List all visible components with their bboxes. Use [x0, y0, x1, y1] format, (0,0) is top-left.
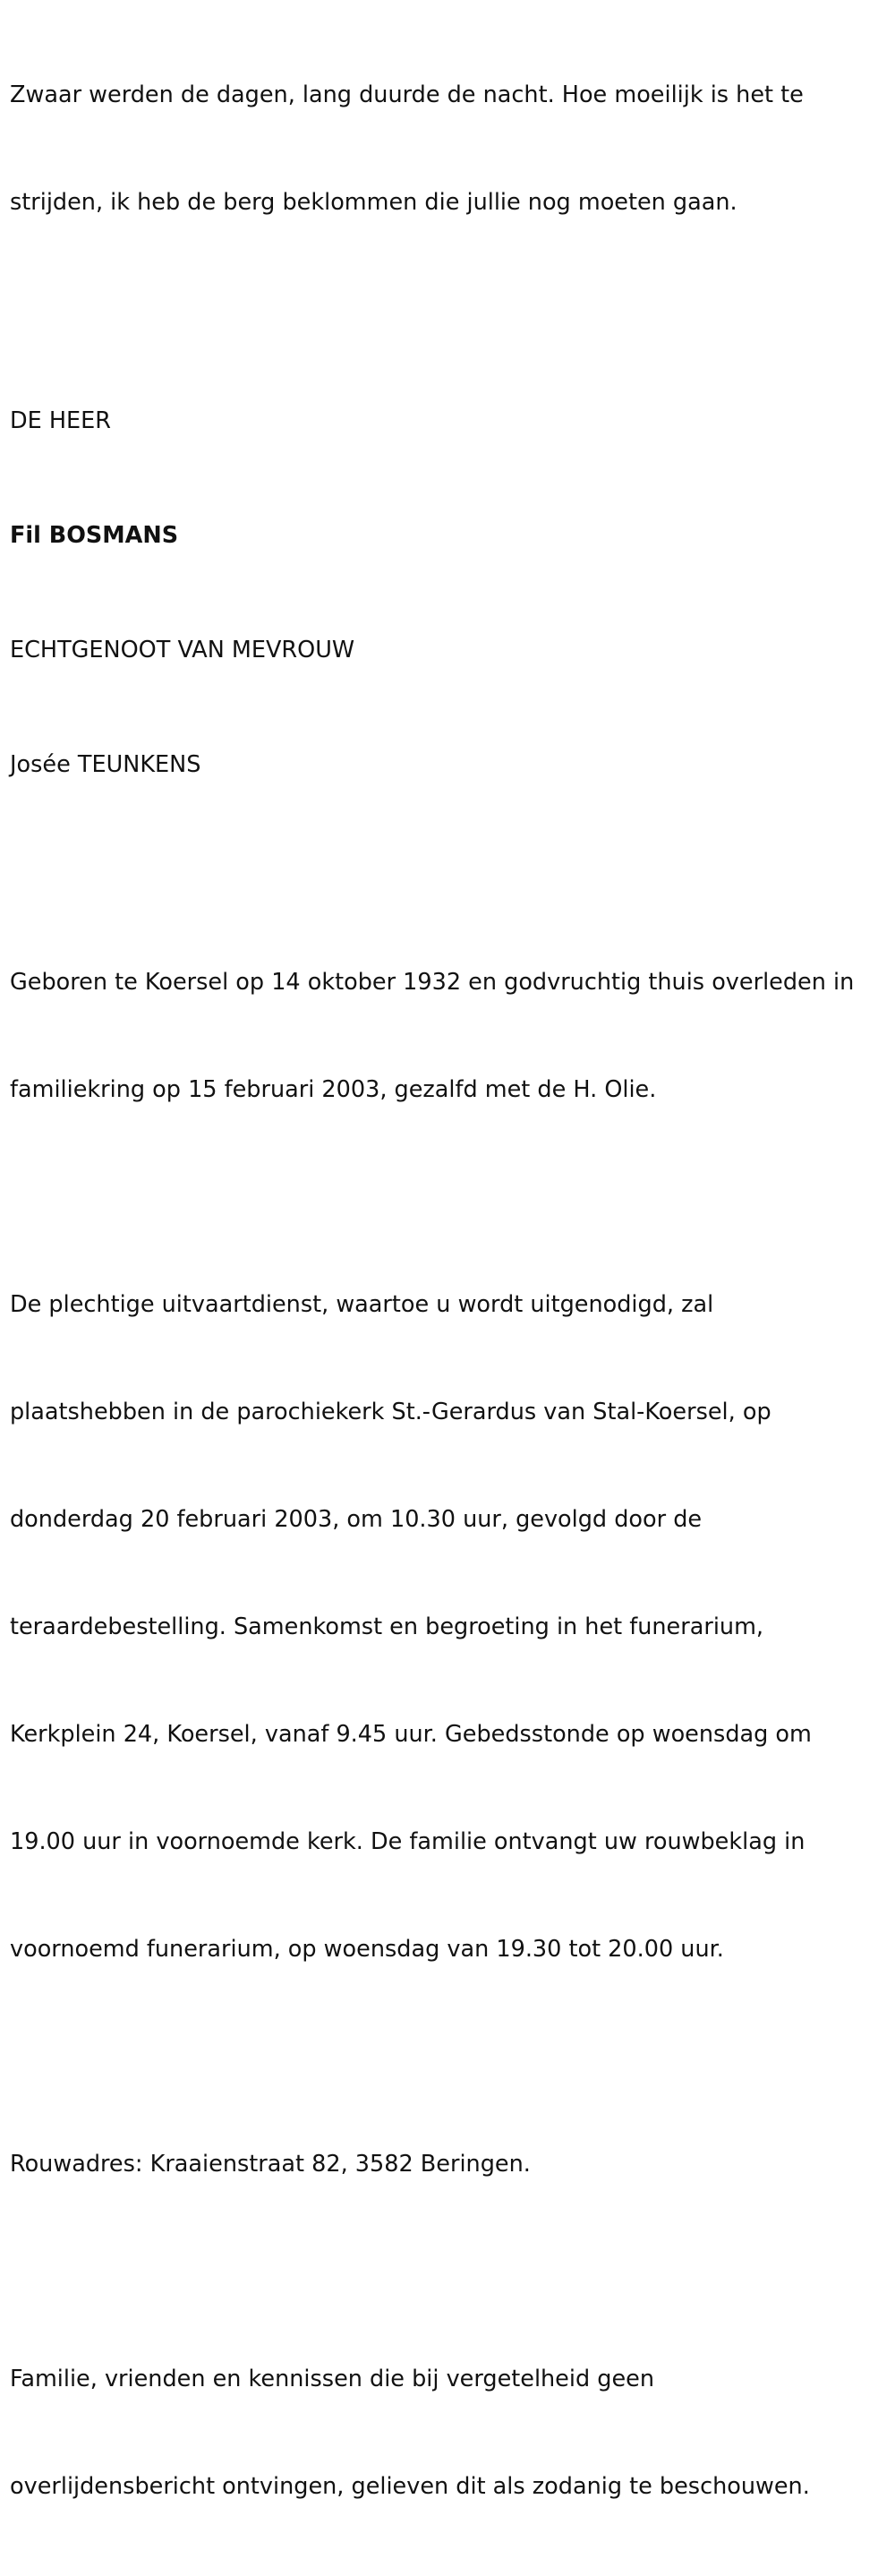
funeral-line: donderdag 20 februari 2003, om 10.30 uur, gevolgd door de: [10, 1506, 703, 1533]
closing-paragraph: [10, 2289, 891, 2576]
spouse-name: Josée TEUNKENS: [10, 751, 201, 778]
funeral-paragraph: [10, 1215, 891, 2039]
paragraph-spacer: [10, 1179, 891, 1215]
closing-line: Familie, vrienden en kennissen die bij vergetelheid geen: [10, 2366, 654, 2392]
funeral-line: plaatshebben in de parochiekerk St.-Gerardus van Stal-Koersel, op: [10, 1399, 771, 1425]
deceased-name: Fil BOSMANS: [10, 522, 179, 549]
obituary-document: [10, 5, 891, 2576]
verse-paragraph: [10, 5, 891, 292]
birth-death-paragraph: [10, 893, 891, 1179]
paragraph-spacer: [10, 2254, 891, 2289]
closing-line: overlijdensbericht ontvingen, gelieven dit als zodanig te beschouwen.: [10, 2473, 810, 2500]
verse-line: strijden, ik heb de berg beklommen die jullie nog moeten gaan.: [10, 189, 737, 216]
funeral-line: voornoemd funerarium, op woensdag van 19.30 tot 20.00 uur.: [10, 1936, 724, 1963]
paragraph-spacer: [10, 292, 891, 328]
paragraph-spacer: [10, 2039, 891, 2075]
funeral-line: 19.00 uur in voornoemde kerk. De familie ontvangt uw rouwbeklag in: [10, 1828, 806, 1855]
verse-line: Zwaar werden de dagen, lang duurde de nacht. Hoe moeilijk is het te: [10, 81, 804, 108]
deceased-title: DE HEER: [10, 407, 111, 434]
mourning-address: Rouwadres: Kraaienstraat 82, 3582 Beringen.: [10, 2151, 531, 2178]
address-paragraph: [10, 2075, 891, 2254]
paragraph-spacer: [10, 858, 891, 893]
deceased-relation: ECHTGENOOT VAN MEVROUW: [10, 637, 355, 663]
birth-death-line: familiekring op 15 februari 2003, gezalfd met de H. Olie.: [10, 1076, 657, 1103]
birth-death-line: Geboren te Koersel op 14 oktober 1932 en godvruchtig thuis overleden in: [10, 969, 855, 996]
funeral-line: Kerkplein 24, Koersel, vanaf 9.45 uur. Gebedsstonde op woensdag om: [10, 1721, 812, 1748]
funeral-line: De plechtige uitvaartdienst, waartoe u wordt uitgenodigd, zal: [10, 1291, 714, 1318]
deceased-block: [10, 328, 891, 858]
funeral-line: teraardebestelling. Samenkomst en begroeting in het funerarium,: [10, 1613, 764, 1640]
